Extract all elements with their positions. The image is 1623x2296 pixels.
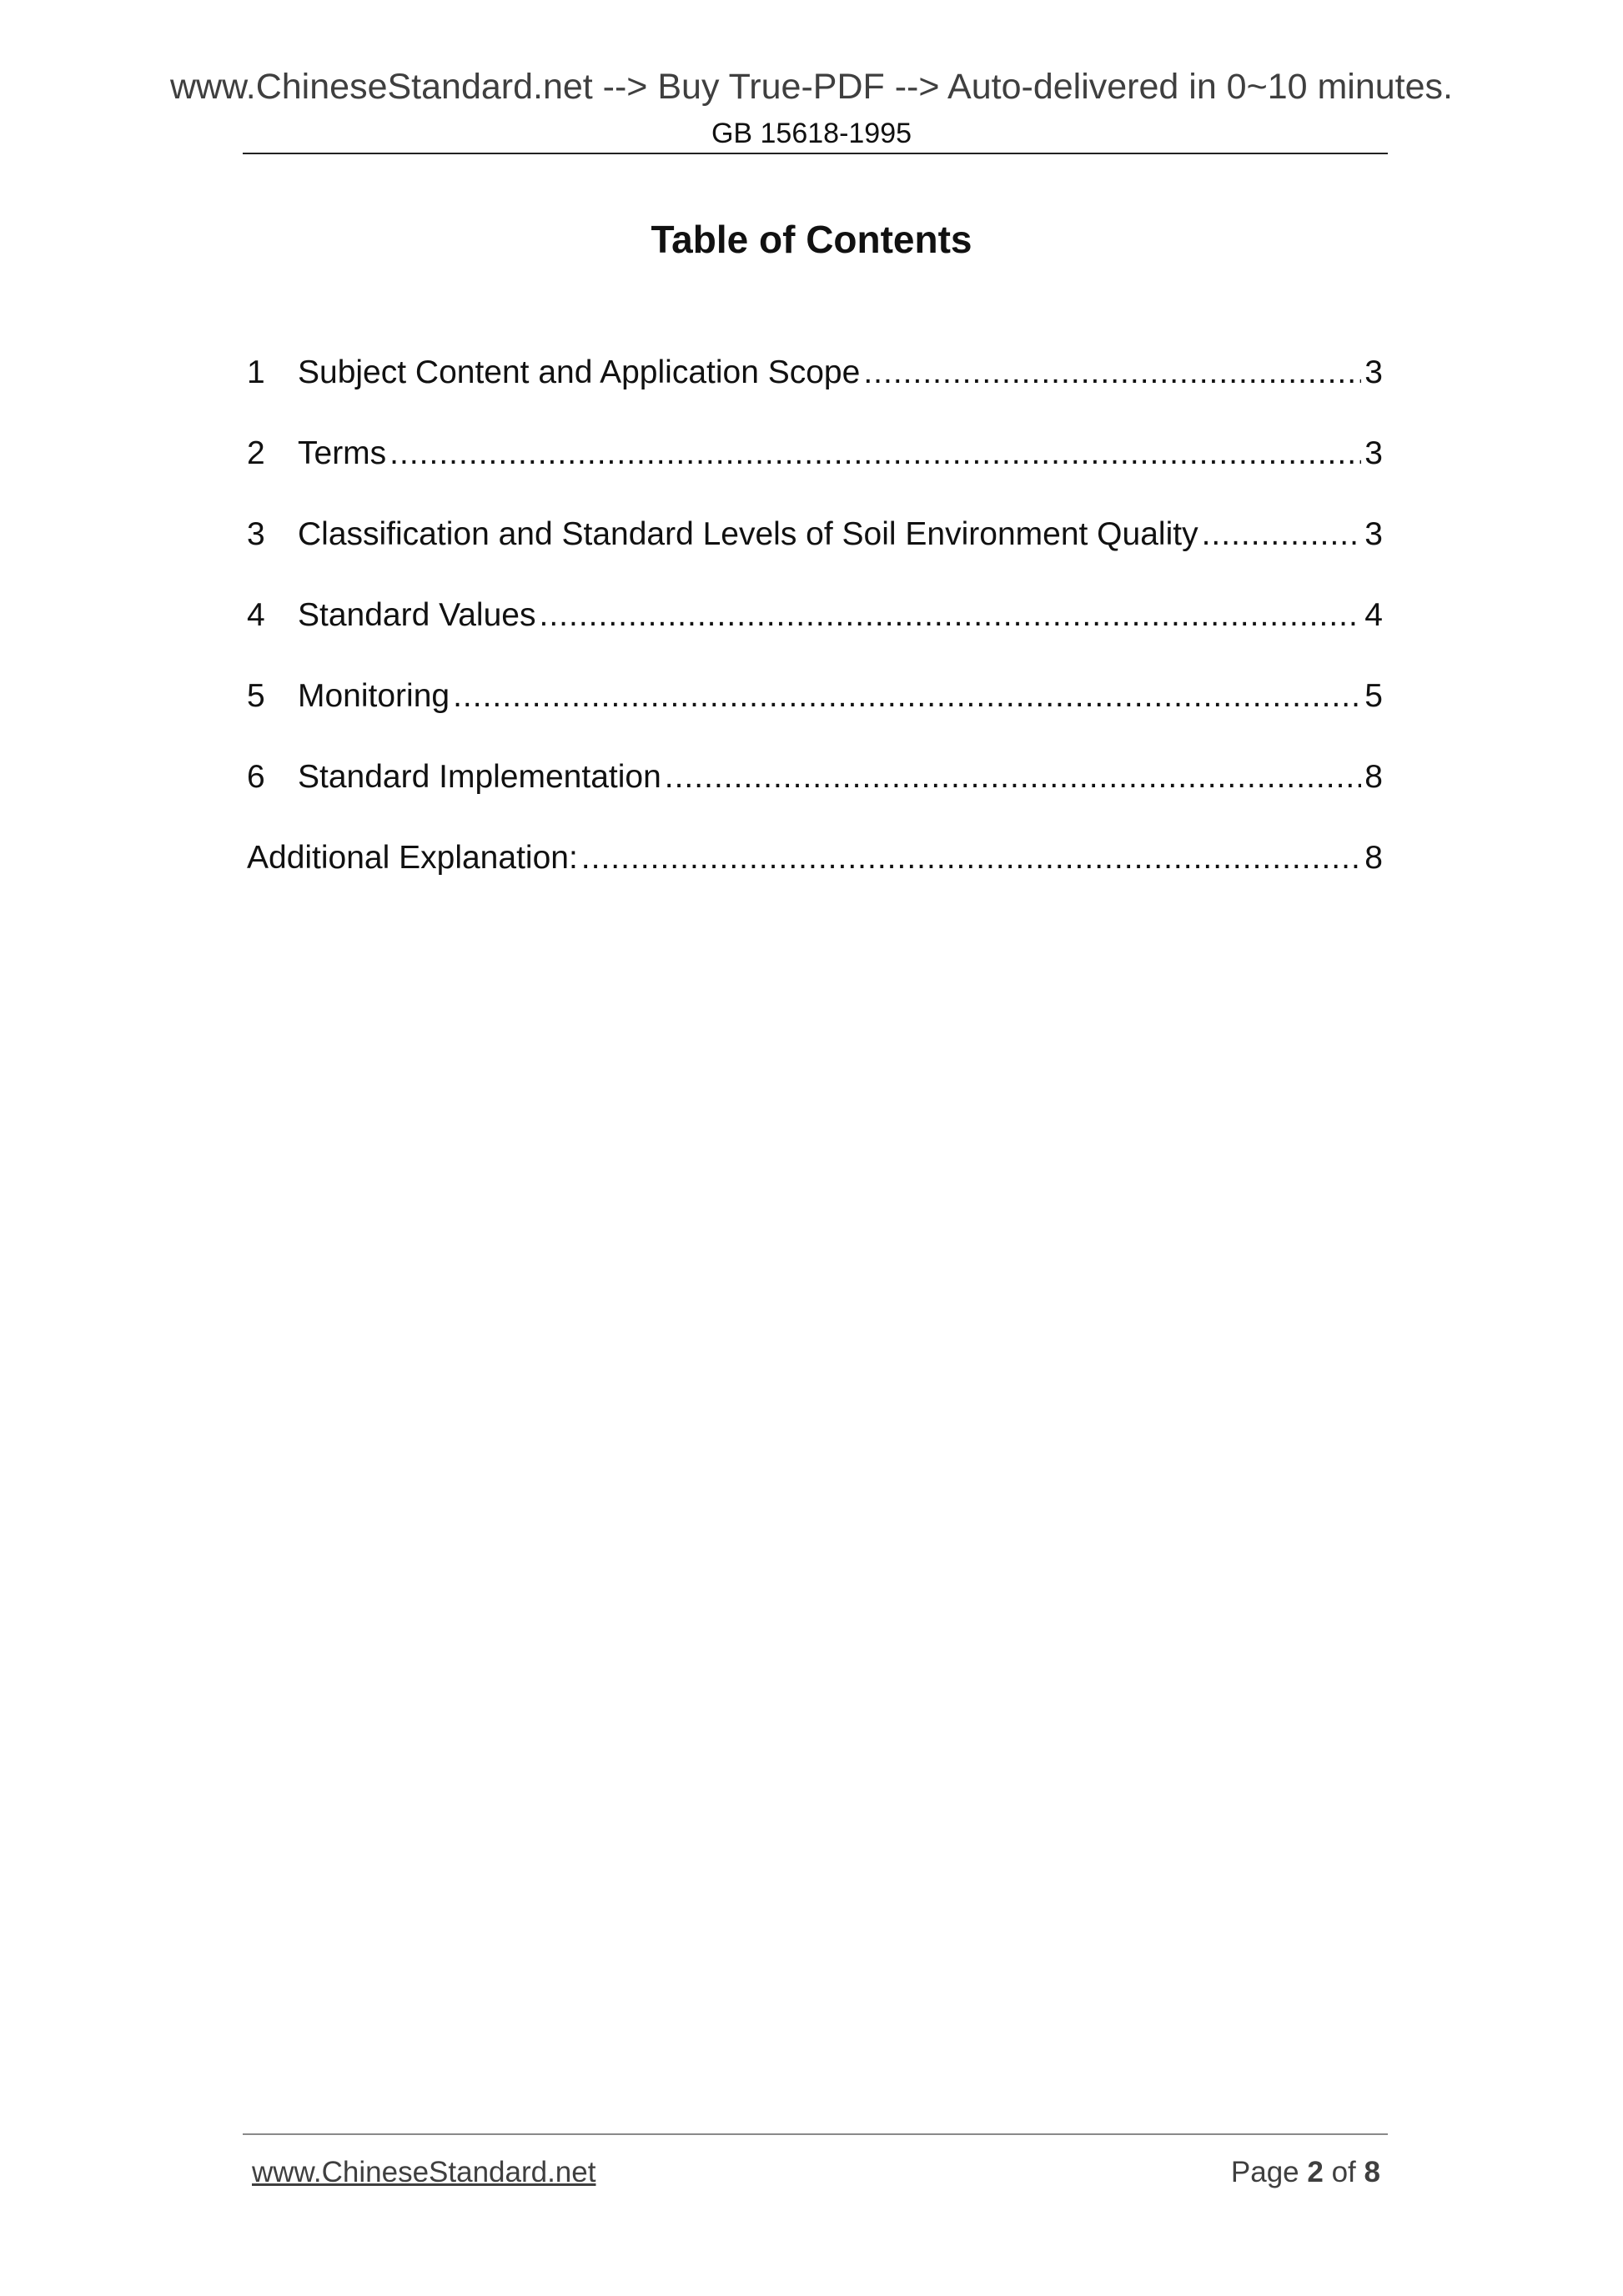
toc-entry-label: Classification and Standard Levels of Soil Environment Quality — [298, 516, 1198, 552]
toc-entry[interactable] — [247, 432, 1383, 513]
toc-entry-page: 3 — [1364, 354, 1383, 390]
toc-dot-leader — [665, 756, 1362, 799]
toc-entry[interactable] — [247, 756, 1383, 837]
toc-entry-number: 5 — [247, 678, 265, 714]
toc-entry-label: Standard Values — [298, 597, 536, 633]
toc-dot-leader — [389, 432, 1361, 475]
toc-dot-leader — [539, 594, 1361, 637]
toc-entry-page: 8 — [1364, 840, 1383, 876]
toc-entry-number: 1 — [247, 354, 265, 390]
toc-entry-label: Subject Content and Application Scope — [298, 354, 861, 390]
toc-entry-page: 3 — [1364, 435, 1383, 471]
document-code: GB 15618-1995 — [711, 118, 912, 149]
toc-entry-page: 4 — [1364, 597, 1383, 633]
toc-entry-number: 2 — [247, 435, 265, 471]
toc-entry[interactable] — [247, 594, 1383, 675]
toc-entry[interactable] — [247, 351, 1383, 432]
footer-page-indicator — [1231, 2153, 1380, 2192]
toc-entry[interactable] — [247, 675, 1383, 756]
toc-entry-label: Monitoring — [298, 678, 450, 714]
toc-entry-label: Terms — [298, 435, 387, 471]
toc-dot-leader — [453, 675, 1361, 718]
toc-entry-page: 8 — [1364, 759, 1383, 795]
footer-current-page: 2 — [1307, 2156, 1324, 2188]
header-divider — [243, 153, 1388, 154]
toc-dot-leader — [863, 351, 1361, 394]
toc-list — [247, 351, 1383, 917]
header-banner: www.ChineseStandard.net --> Buy True-PDF --> Auto-delivered in 0~10 minutes. — [169, 67, 1453, 107]
toc-entry-label: Standard Implementation — [298, 759, 661, 795]
toc-title: Table of Contents — [651, 218, 972, 261]
toc-dot-leader — [1202, 513, 1362, 556]
toc-entry-page: 5 — [1364, 678, 1383, 714]
footer-total-pages: 8 — [1364, 2156, 1380, 2188]
toc-entry-number: 6 — [247, 759, 265, 795]
toc-entry-label: Additional Explanation: — [247, 840, 578, 876]
footer-divider — [243, 2133, 1388, 2135]
footer-page-of: of — [1331, 2156, 1356, 2188]
toc-entry-number: 4 — [247, 597, 265, 633]
footer-website-link[interactable]: www.ChineseStandard.net — [252, 2156, 596, 2188]
footer-page-prefix: Page — [1230, 2156, 1299, 2188]
toc-entry-page: 3 — [1364, 516, 1383, 552]
toc-entry-additional[interactable] — [247, 837, 1383, 917]
toc-entry[interactable] — [247, 513, 1383, 594]
toc-dot-leader — [581, 837, 1362, 880]
toc-entry-number: 3 — [247, 516, 265, 552]
